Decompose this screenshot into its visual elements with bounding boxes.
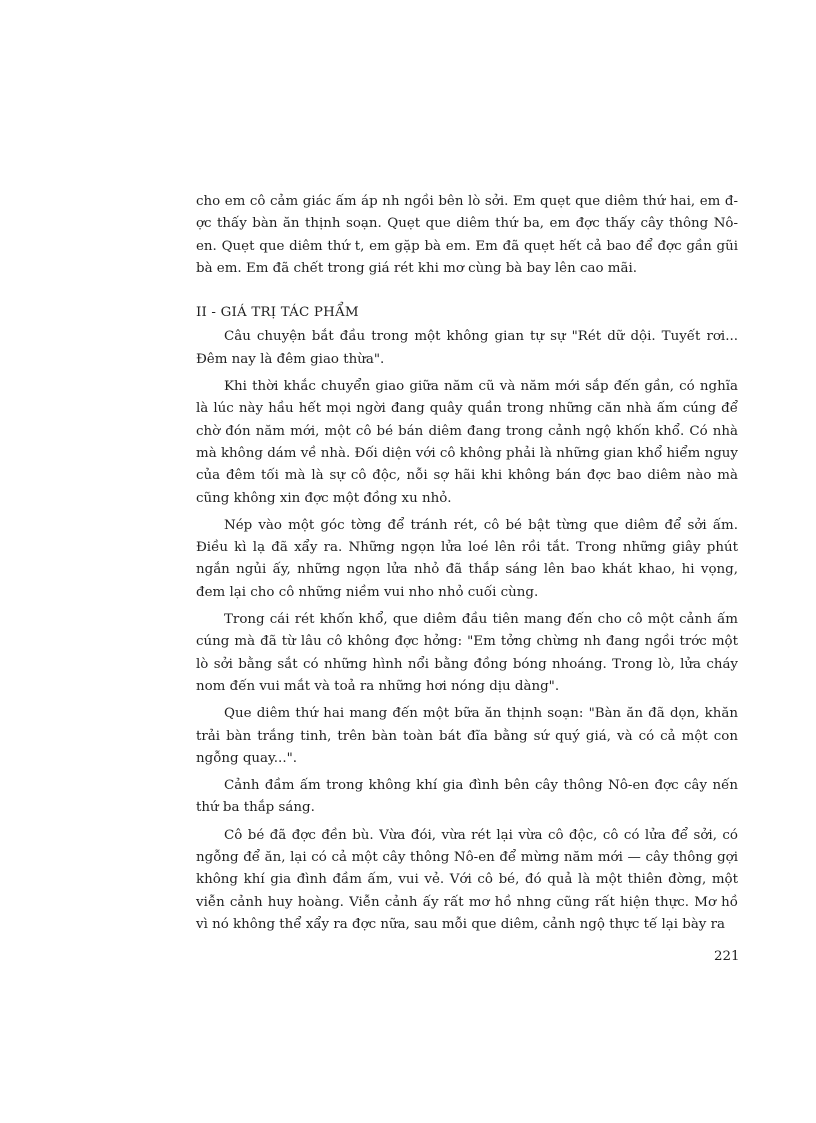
- paragraph: Nép vào một góc tờng để tránh rét, cô bé bật từng que diêm để sởi ấm. Điều kì lạ đã xẩy ra. Những ngọn lửa loé lên rồi tắt. Trong những giây phút ngắn ngủi ấy, những ngọn lửa nhỏ đã thắp sáng lên bao khát khao, hi vọng, đem lại cho cô những niềm vui nho nhỏ cuối cùng.: [196, 517, 738, 600]
- paragraph: Cảnh đầm ấm trong không khí gia đình bên cây thông Nô-en đợc cây nến thứ ba thắp sáng.: [196, 778, 738, 816]
- paragraph: Khi thời khắc chuyển giao giữa năm cũ và năm mới sắp đến gần, có nghĩa là lúc này hầu hết mọi ngời đang quây quần trong những căn nhà ấm cúng để chờ đón năm mới, một cô bé bán diêm đang trong cảnh ngộ khốn khổ. Có nhà mà không dám về nhà. Đối diện với cô không phải là những gian khổ hiểm nguy của đêm tối mà là sự cô độc, nỗi sợ hãi khi không bán đợc bao diêm nào mà cũng không xin đợc một đồng xu nhỏ.: [196, 379, 738, 506]
- paragraph: Cô bé đã đợc đền bù. Vừa đói, vừa rét lại vừa cô độc, cô có lửa để sởi, có ngỗng để ăn, lại có cả một cây thông Nô-en để mừng năm mới — cây thông gợi không khí gia đình đầm ấm, vui vẻ. Với cô bé, đó quả là một thiên đờng, một viễn cảnh huy hoàng. Viễn cảnh ấy rất mơ hồ nhng cũng rất hiện thực. Mơ hồ vì nó không thể xẩy ra đợc nữa, sau mỗi que diêm, cảnh ngộ thực tế lại bày ra: [196, 827, 738, 932]
- opening-paragraph: cho em cô cảm giác ấm áp nh ngồi bên lò sởi. Em quẹt que diêm thứ hai, em đợc thấy bàn ăn thịnh soạn. Quẹt que diêm thứ ba, em đợc thấy cây thông Nô-en. Quẹt que diêm thứ t, em gặp bà em. Em đã quẹt hết cả bao để đợc gần gũi bà em. Em đã chết trong giá rét khi mơ cùng bà bay lên cao mãi.: [196, 194, 738, 276]
- paragraph: Que diêm thứ hai mang đến một bữa ăn thịnh soạn: "Bàn ăn đã dọn, khăn trải bàn trắng tinh, trên bàn toàn bát đĩa bằng sứ quý giá, và có cả một con ngỗng quay...".: [196, 706, 738, 766]
- page-number: 221: [714, 949, 740, 964]
- section-heading: II - GIÁ TRỊ TÁC PHẨM: [196, 305, 359, 321]
- page-body: [196, 191, 738, 936]
- paragraph: Trong cái rét khốn khổ, que diêm đầu tiên mang đến cho cô một cảnh ấm cúng mà đã từ lâu cô không đợc hởng: "Em tởng chừng nh đang ngồi trớc một lò sởi bằng sắt có những hình nổi bằng đồng bóng nhoáng. Trong lò, lửa cháy nom đến vui mắt và toả ra những hơi nóng dịu dàng".: [196, 612, 738, 694]
- paragraph: Câu chuyện bắt đầu trong một không gian tự sự "Rét dữ dội. Tuyết rơi... Đêm nay là đêm giao thừa".: [196, 329, 738, 367]
